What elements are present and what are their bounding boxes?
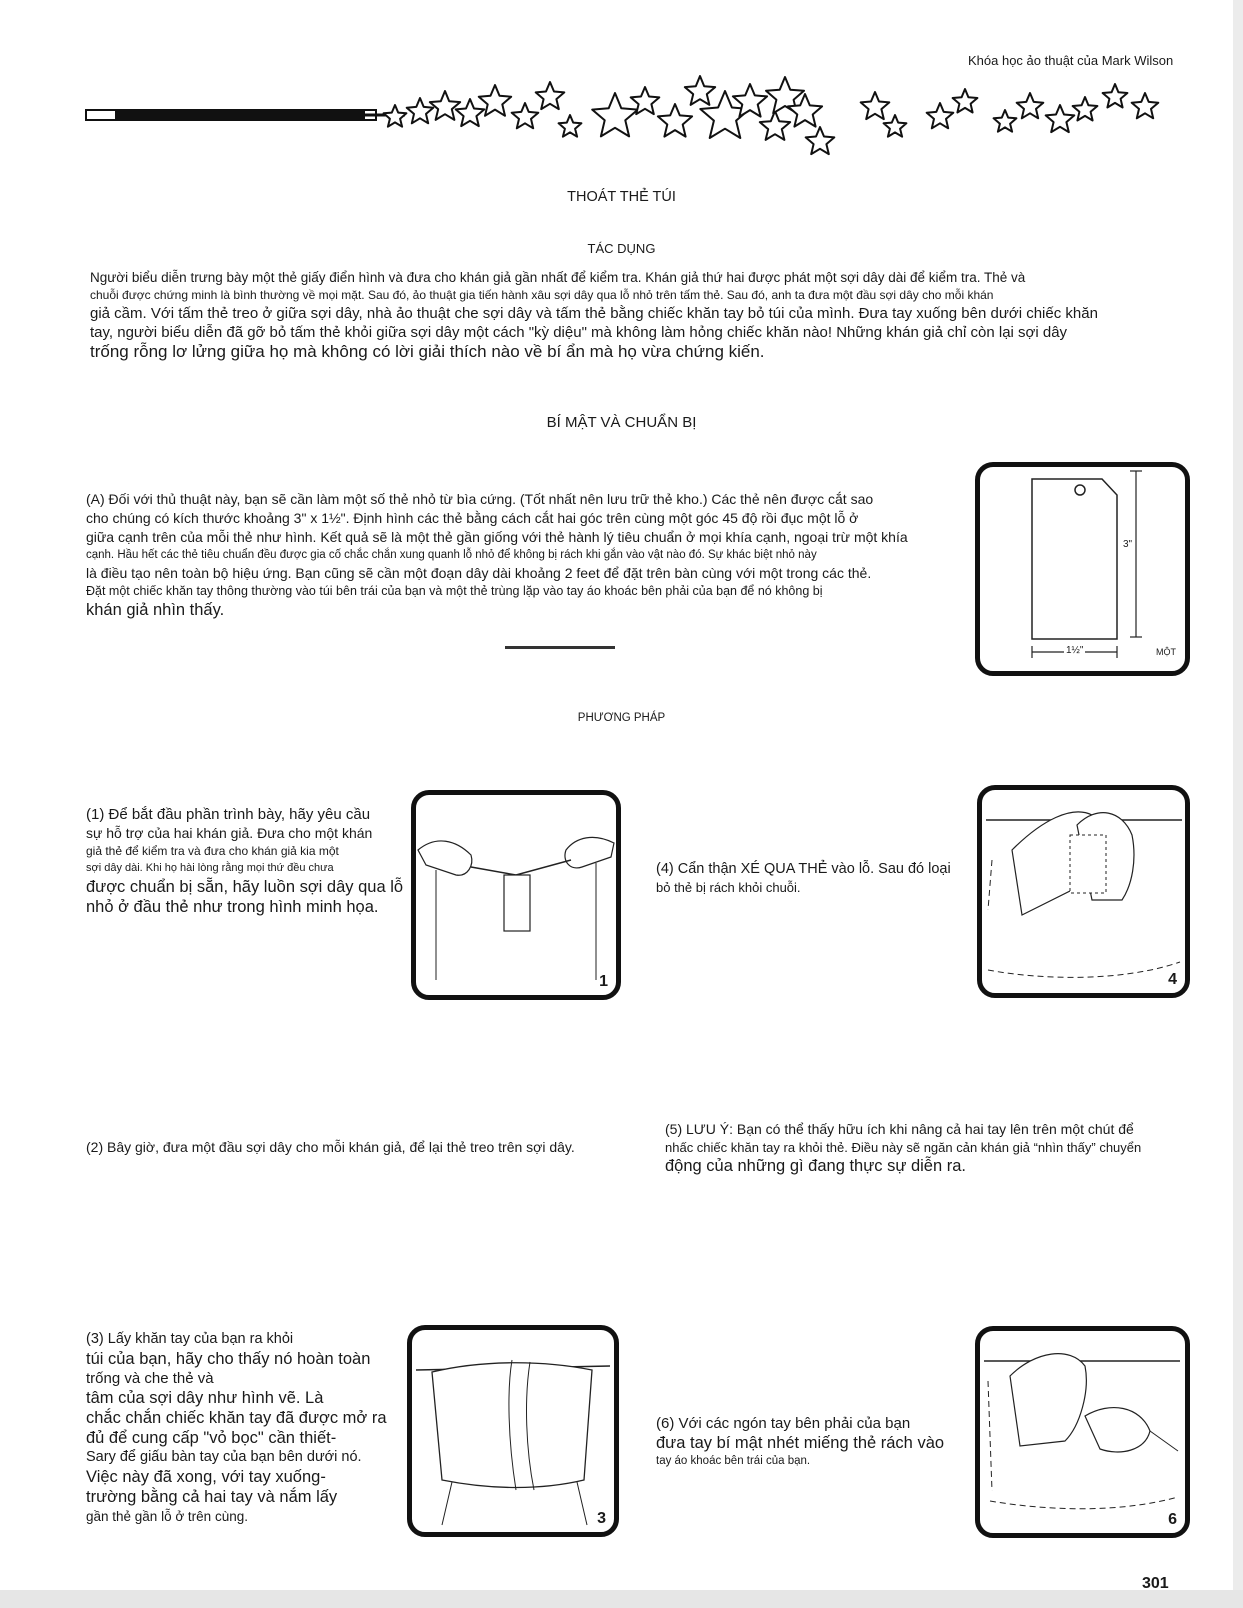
width-label: 1½" [1066, 645, 1084, 656]
step-2-line: (2) Bây giờ, đưa một đầu sợi dây cho mỗi khán giả, để lại thẻ treo trên sợi dây. [86, 1139, 575, 1155]
star-icon [1132, 93, 1159, 118]
star-icon [658, 104, 692, 137]
star-icon [685, 76, 715, 105]
step-3-line: gần thẻ gần lỗ ở trên cùng. [86, 1509, 248, 1524]
star-icon [1073, 97, 1098, 121]
step-3-line: Việc này đã xong, với tay xuống- [86, 1468, 326, 1486]
secret-line: cho chúng có kích thước khoảng 3" x 1½". Định hình các thẻ bằng cách cắt hai góc trên cùng một góc 45 độ rồi đục một lỗ ở [86, 510, 859, 526]
figure-6-frame [975, 1326, 1190, 1538]
height-label: 3" [1123, 539, 1133, 550]
secret-line: (A) Đối với thủ thuật này, bạn sẽ cần làm một số thẻ nhỏ từ bìa cứng. (Tốt nhất nên lưu trữ thẻ kho.) Các thẻ nên được cắt sao [86, 491, 874, 507]
step-1-line: sự hỗ trợ của hai khán giả. Đưa cho một khán [86, 825, 373, 841]
step-5-text [665, 1120, 1205, 1176]
step-1-line: giả thẻ để kiểm tra và đưa cho khán giả kia một [86, 844, 339, 858]
figure-6-illustration [980, 1331, 1185, 1533]
star-icon [536, 82, 565, 109]
step-4-line: (4) Cẩn thận XÉ QUA THẺ vào lỗ. Sau đó loại [656, 861, 951, 877]
figure-4-illustration [982, 790, 1185, 993]
figure-3-illustration [412, 1330, 614, 1532]
method-heading: PHƯƠNG PHÁP [577, 712, 666, 724]
star-icon [927, 103, 954, 128]
effect-line: tay, người biểu diễn đã gỡ bỏ tấm thẻ khỏi giữa sợi dây một cách "kỳ diệu" mà không làm hỏng chiếc khăn nào! Những khán giả chỉ còn lại sợi dây [90, 324, 1068, 341]
step-1-line: được chuẩn bị sẵn, hãy luồn sợi dây qua lỗ [86, 878, 404, 896]
step-1-line: nhỏ ở đầu thẻ như trong hình minh họa. [86, 898, 379, 916]
star-icon [430, 91, 460, 120]
star-icon [1017, 93, 1044, 118]
step-6-text [656, 1414, 976, 1470]
secret-heading: BÍ MẬT VÀ CHUẨN BỊ [546, 414, 697, 431]
figure-number: 6 [1168, 1511, 1177, 1528]
figure-1-frame [411, 790, 621, 1000]
secret-line: cạnh. Hầu hết các thẻ tiêu chuẩn đều được gia cố chắc chắn xung quanh lỗ nhỏ để không bị rách khi gắn vào vật nào đó. Sự khác biệt nhỏ này [86, 549, 817, 561]
star-icon [559, 115, 582, 137]
effect-line: giả cầm. Với tấm thẻ treo ở giữa sợi dây, nhà ảo thuật che sợi dây và tấm thẻ bằng chiếc khăn tay bỏ túi của mình. Đưa tay xuống bên dưới chiếc khăn [90, 305, 1098, 322]
step-5-line: động của những gì đang thực sự diễn ra. [665, 1157, 967, 1175]
secret-paragraph [86, 490, 966, 620]
figure-a-frame [975, 462, 1190, 676]
effect-heading: TÁC DỤNG [587, 241, 656, 256]
scan-mark [505, 646, 615, 649]
figure-number: 3 [597, 1510, 606, 1527]
running-title: Khóa học ảo thuật của Mark Wilson [968, 53, 1174, 68]
figure-3-frame [407, 1325, 619, 1537]
star-icon [994, 110, 1017, 132]
step-1-line: sợi dây dài. Khi họ hài lòng rằng mọi thứ đều chưa [86, 862, 334, 874]
star-icon [884, 115, 907, 137]
star-icon [760, 111, 790, 140]
step-1-text [86, 805, 406, 917]
star-icon [1103, 84, 1128, 108]
step-2-text [86, 1138, 646, 1157]
article-title: THOÁT THẺ TÚI [567, 189, 676, 205]
step-1-line: (1) Để bắt đầu phần trình bày, hãy yêu cầu [86, 806, 371, 823]
star-icon [861, 92, 890, 119]
tag-diagram [980, 467, 1185, 671]
step-3-line: tâm của sợi dây như hình vẽ. Là [86, 1389, 324, 1407]
step-4-line: bỏ thẻ bị rách khỏi chuỗi. [656, 880, 801, 895]
star-icon [1046, 105, 1075, 132]
star-icon [592, 93, 638, 136]
scan-edge-bottom [0, 1590, 1243, 1608]
step-3-text [86, 1330, 416, 1526]
step-3-line: chắc chắn chiếc khăn tay đã được mở ra [86, 1409, 387, 1427]
star-icon [512, 103, 539, 128]
step-3-line: Sary để giấu bàn tay của bạn bên dưới nó. [86, 1449, 362, 1465]
step-5-line: nhấc chiếc khăn tay ra khỏi thẻ. Điều này sẽ ngăn cản khán giả “nhìn thấy” chuyển [665, 1140, 1142, 1155]
secret-line: khán giả nhìn thấy. [86, 601, 225, 619]
star-icon [806, 127, 835, 154]
step-6-line: tay áo khoác bên trái của bạn. [656, 1455, 811, 1467]
figure-1-illustration [416, 795, 616, 995]
step-6-line: (6) Với các ngón tay bên phải của bạn [656, 1415, 911, 1432]
figure-number: 1 [599, 973, 608, 990]
step-3-line: trống và che thẻ và [86, 1370, 214, 1387]
effect-line: trống rỗng lơ lửng giữa họ mà không có lời giải thích nào về bí ẩn mà họ vừa chứng kiến. [90, 342, 765, 361]
secret-line: là điều tạo nên toàn bộ hiệu ứng. Bạn cũng sẽ cần một đoạn dây dài khoảng 2 feet để đặt trên bàn cùng với một trong các thẻ. [86, 565, 872, 581]
secret-line: giữa cạnh trên của mỗi thẻ như hình. Kết quả sẽ là một thẻ gần giống với thẻ hành lý tiêu chuẩn ở mọi khía cạnh, ngoại trừ một khía [86, 529, 908, 545]
star-icon [953, 89, 978, 113]
step-6-line: đưa tay bí mật nhét miếng thẻ rách vào [656, 1434, 945, 1452]
figure-4-frame [977, 785, 1190, 998]
figure-number: 4 [1168, 971, 1177, 988]
star-icon [384, 105, 407, 127]
figure-a-caption: MỘT [1156, 647, 1176, 657]
step-4-text [656, 860, 976, 896]
effect-line: Người biểu diễn trưng bày một thẻ giấy điển hình và đưa cho khán giả gần nhất để kiểm tra. Khán giả thứ hai được phát một sợi dây dài để kiểm tra. Thẻ và [90, 270, 1026, 285]
step-3-line: trường bằng cả hai tay và nắm lấy [86, 1488, 338, 1506]
effect-line: chuỗi được chứng minh là bình thường về mọi mặt. Sau đó, ảo thuật gia tiến hành xâu sợi dây qua lỗ nhỏ trên tấm thẻ. Sau đó, anh ta đưa một đầu sợi dây cho mỗi khán [90, 288, 994, 302]
effect-paragraph [90, 268, 1180, 362]
secret-line: Đặt một chiếc khăn tay thông thường vào túi bên trái của bạn và một thẻ trùng lặp vào tay áo khoác bên phải của bạn để nó không bị [86, 584, 823, 598]
step-3-line: đủ để cung cấp "vỏ bọc" cần thiết- [86, 1429, 337, 1447]
step-3-line: túi của bạn, hãy cho thấy nó hoàn toàn [86, 1350, 371, 1368]
header-star-banner [85, 72, 1205, 172]
page-number: 301 [1142, 1575, 1169, 1592]
step-3-line: (3) Lấy khăn tay của bạn ra khỏi [86, 1331, 294, 1347]
step-5-line: (5) LƯU Ý: Bạn có thể thấy hữu ích khi nâng cả hai tay lên trên một chút để [665, 1121, 1134, 1137]
